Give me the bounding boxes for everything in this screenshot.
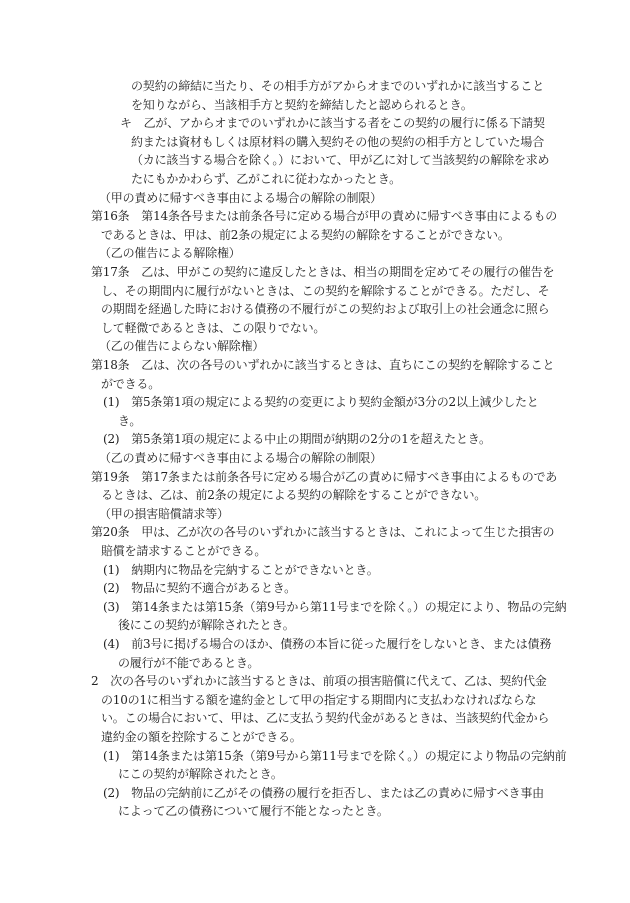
article-text: 第17条 乙は、甲がこの契約に違反したときは、相当の期間を定めてその履行の催告を [91,265,555,279]
list-item-text: 約または資材もしくは原材料の購入契約その他の契約の相手方としていた場合 [131,134,545,149]
list-item-text: （カに該当する場合を除く。）において、甲が乙に対して当該契約の解除を求め [131,153,550,168]
list-item-text: (2) 第5条第1項の規定による中止の期間が納期の2分の1を超えたとき。 [103,432,491,447]
text-line: して軽微であるときは、この限りでない。 [101,320,326,335]
list-item-text: (2) 物品の完納前に乙がその債務の履行を拒否し、または乙の責めに帰すべき事由 [103,785,544,800]
list-item-text: (4) 前3号に掲げる場合のほか、債務の本旨に従った履行をしないとき、または債務 [103,637,552,651]
text-line: の期間を経過した時における債務の不履行がこの契約および取引上の社会通念に照ら [101,302,550,317]
article-heading: （乙の責めに帰すべき事由による場合の解除の制限） [99,451,382,465]
text-line: であるときは、甲は、前2条の規定による契約の解除をすることができない。 [101,227,510,242]
article-text: 第18条 乙は、次の各号のいずれかに該当するときは、直ちにこの契約を解除すること [91,358,555,372]
article-heading: （甲の損害賠償請求等） [99,506,229,521]
article-text: 2 次の各号のいずれかに該当するときは、前項の損害賠償に代えて、乙は、契約代金 [91,674,547,689]
article-heading: （乙の催告による解除権） [99,246,241,261]
list-item-text: (1) 第5条第1項の規定による契約の変更により契約金額が3分の2以上減少したと [103,395,539,410]
list-item-text: (2) 物品に契約不適合があるとき。 [103,581,296,596]
list-item-text: を知りながら、当該相手方と契約を締結したと認められるとき。 [131,97,473,112]
article-heading: （乙の催告によらない解除権） [99,339,265,354]
text-line: の10の1に相当する額を違約金として甲の指定する期間内に支払わなければならな [101,692,537,707]
list-item-text: (1) 納期内に物品を完納することができないとき。 [103,562,379,577]
list-item-text: の履行が不能であるとき。 [118,655,260,670]
list-item-text: (1) 第14条または第15条（第9号から第11号までを除く。）の規定により物品の完納前 [103,748,567,763]
article-text: 第19条 第17条または前条各号に定める場合が乙の責めに帰すべき事由によるものであ [91,469,558,484]
text-line: るときは、乙は、前2条の規定による契約の解除をすることができない。 [101,488,487,503]
text-line: 賠償を請求することができる。 [101,544,267,558]
article-text: 第16条 第14条各号または前条各号に定める場合が甲の責めに帰すべき事由によるもの [91,209,558,224]
list-item-text: の契約の締結に当たり、その相手方がアからオまでのいずれかに該当すること [131,79,545,93]
article-heading: （甲の責めに帰すべき事由による場合の解除の制限） [99,190,382,205]
list-item-text: にこの契約が解除されたとき。 [118,767,283,782]
list-item-text: たにもかかわらず、乙がこれに従わなかったとき。 [131,172,401,186]
list-item-text: き。 [118,413,142,428]
list-item-text: (3) 第14条または第15条（第9号から第11号までを除く。）の規定により、物品の完納 [103,599,567,614]
article-text: 第20条 甲は、乙が次の各号のいずれかに該当するときは、これによって生じた損害の [91,525,555,540]
list-item-text: によって乙の債務について履行不能となったとき。 [118,804,389,819]
list-item-text: キ 乙が、アからオまでのいずれかに該当する者をこの契約の履行に係る下請契 [120,116,545,131]
text-line: 違約金の額を控除することができる。 [101,730,302,744]
list-item-text: 後にこの契約が解除されたとき。 [118,618,295,633]
text-line: ができる。 [101,376,161,391]
text-line: し、その期間内に履行がないときは、この契約を解除することができる。ただし、そ [101,283,550,298]
text-line: い。この場合において、甲は、乙に支払う契約代金があるときは、当該契約代金から [101,711,550,726]
